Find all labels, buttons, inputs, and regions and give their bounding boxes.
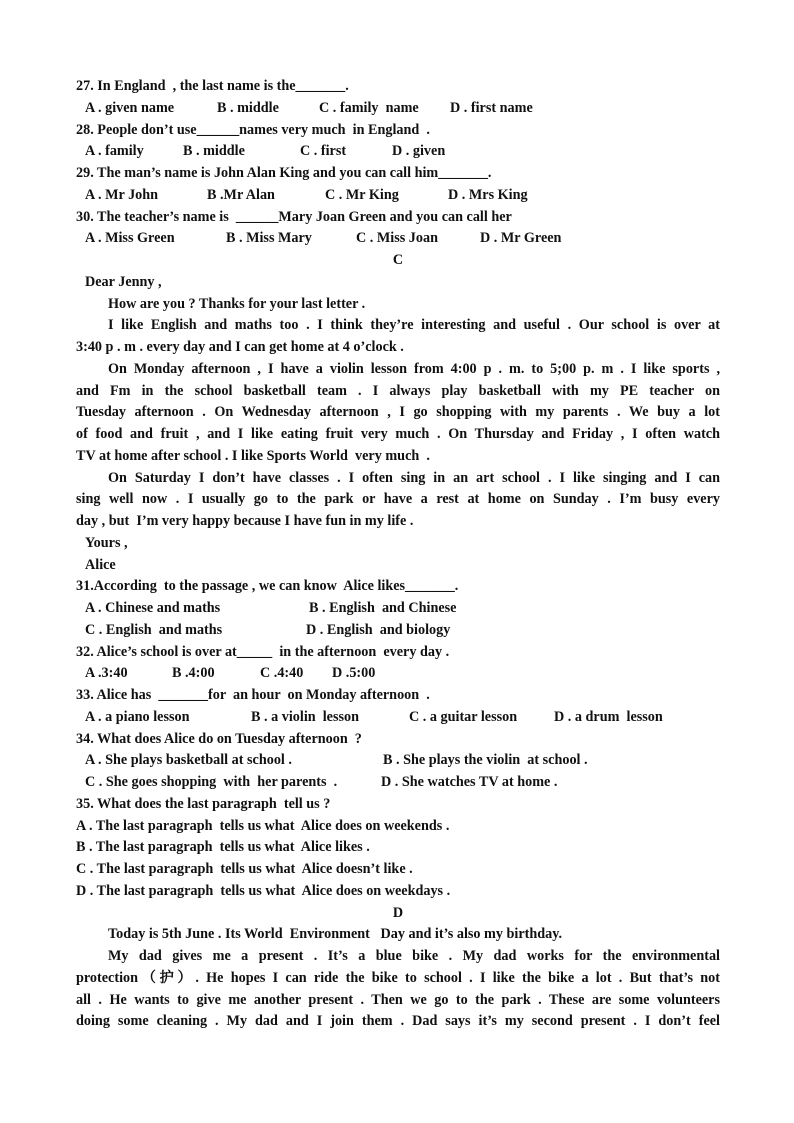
option-c: C . a guitar lesson (409, 708, 518, 725)
letter-line: I like English and maths too . I think they’re interesting and useful . Our school is over at (108, 317, 720, 334)
question-34: 34. What does Alice do on Tuesday afternoon ? (76, 730, 362, 747)
passage-line: all . He wants to give me another present . Then we go to the park . These are some volunteers (76, 991, 720, 1008)
question-29-options (76, 185, 720, 207)
option-a: A .3:40 (85, 665, 128, 682)
option-b: B . a violin lesson (251, 708, 360, 725)
option-d: D . The last paragraph tells us what Alice does on weekdays . (76, 882, 451, 899)
letter-line: On Saturday I don’t have classes . I often sing in an art school . I like singing and I can (108, 469, 720, 486)
question-28: 28. People don’t use______names very much in England . (76, 121, 430, 138)
letter-line: of food and fruit , and I like eating fruit very much . On Thursday and Friday , I often watch (76, 426, 720, 442)
letter-line: TV at home after school . I like Sports World very much . (76, 447, 430, 464)
option-d: D . given (392, 143, 446, 160)
question-33-options (76, 707, 720, 729)
option-d: D . Mrs King (448, 186, 528, 203)
question-32-options (76, 663, 720, 685)
question-27: 27. In England , the last name is the_______. (76, 78, 349, 94)
question-31: 31.According to the passage , we can know Alice likes_______. (76, 578, 459, 595)
option-c: C . Miss Joan (356, 230, 438, 247)
option-b: B . She plays the violin at school . (383, 752, 588, 769)
option-b: B . middle (183, 143, 245, 160)
question-28-options (76, 141, 720, 163)
passage-line: protection（护）. He hopes I can ride the bike to school . I like the bike a lot . But that’s not (76, 969, 720, 986)
option-b: B . English and Chinese (309, 600, 457, 616)
passage-line: Today is 5th June . Its World Environment Day and it’s also my birthday. (108, 926, 563, 943)
option-c: C . The last paragraph tells us what Alice doesn’t like . (76, 861, 413, 877)
option-a: A . a piano lesson (85, 708, 190, 725)
option-b: B . Miss Mary (226, 230, 312, 247)
letter-salutation: Dear Jenny , (85, 273, 162, 290)
option-b: B .Mr Alan (207, 186, 275, 203)
question-27-options (76, 98, 720, 120)
option-d: D .5:00 (332, 665, 376, 682)
question-34-options-row1 (76, 750, 720, 772)
worksheet-content (76, 76, 720, 1033)
passage-line: doing some cleaning . My dad and I join them . Dad says it’s my second present . I don’t feel (76, 1013, 720, 1030)
option-c: C .4:40 (260, 665, 304, 682)
option-c: C . family name (319, 99, 419, 116)
section-c-heading: C (392, 252, 404, 268)
option-d: D . a drum lesson (554, 708, 663, 725)
option-a: A . Miss Green (85, 230, 175, 247)
letter-line: On Monday afternoon , I have a violin lesson from 4:00 p . m. to 5;00 p. m . I like sports , (108, 360, 720, 377)
question-34-options-row2 (76, 772, 720, 794)
option-a: A . Mr John (85, 186, 159, 203)
option-c: C . English and maths (85, 621, 223, 638)
option-a: A . She plays basketball at school . (85, 752, 292, 769)
option-a: A . family (85, 143, 144, 160)
letter-signature: Alice (85, 556, 116, 573)
option-b: B . The last paragraph tells us what Alice likes . (76, 839, 370, 856)
option-d: D . She watches TV at home . (381, 774, 558, 790)
question-35: 35. What does the last paragraph tell us ? (76, 795, 331, 812)
question-29: 29. The man’s name is John Alan King and you can call him_______. (76, 165, 492, 181)
option-c: C . Mr King (325, 186, 399, 203)
section-d-heading: D (392, 904, 404, 921)
question-31-options-row2 (76, 620, 720, 642)
letter-line: day , but I’m very happy because I have fun in my life . (76, 513, 414, 529)
passage-line: My dad gives me a present . It’s a blue bike . My dad works for the environmental (108, 948, 720, 964)
letter-line: Tuesday afternoon . On Wednesday afternoon , I go shopping with my parents . We buy a lot (76, 404, 720, 421)
option-c: C . first (300, 143, 347, 160)
option-a: A . The last paragraph tells us what Alice does on weekends . (76, 817, 450, 834)
question-31-options-row1 (76, 598, 720, 620)
question-30-options (76, 228, 720, 250)
option-b: B .4:00 (172, 665, 215, 682)
question-33: 33. Alice has _______for an hour on Monday afternoon . (76, 687, 430, 703)
option-d: D . first name (450, 99, 533, 116)
option-b: B . middle (217, 99, 279, 116)
option-a: A . given name (85, 99, 175, 116)
letter-line: How are you ? Thanks for your last letter . (108, 295, 366, 312)
question-32: 32. Alice’s school is over at_____ in the afternoon every day . (76, 643, 450, 660)
letter-closing: Yours , (85, 534, 128, 551)
option-d: D . Mr Green (480, 230, 562, 247)
question-30: 30. The teacher’s name is ______Mary Joan Green and you can call her (76, 208, 512, 225)
letter-line: and Fm in the school basketball team . I always play basketball with my PE teacher on (76, 382, 720, 399)
option-a: A . Chinese and maths (85, 600, 221, 616)
option-c: C . She goes shopping with her parents . (85, 774, 338, 790)
option-d: D . English and biology (306, 621, 451, 638)
letter-line: 3:40 p . m . every day and I can get home at 4 o’clock . (76, 339, 404, 355)
letter-line: sing well now . I usually go to the park or have a rest at home on Sunday . I’m busy every (76, 491, 720, 508)
